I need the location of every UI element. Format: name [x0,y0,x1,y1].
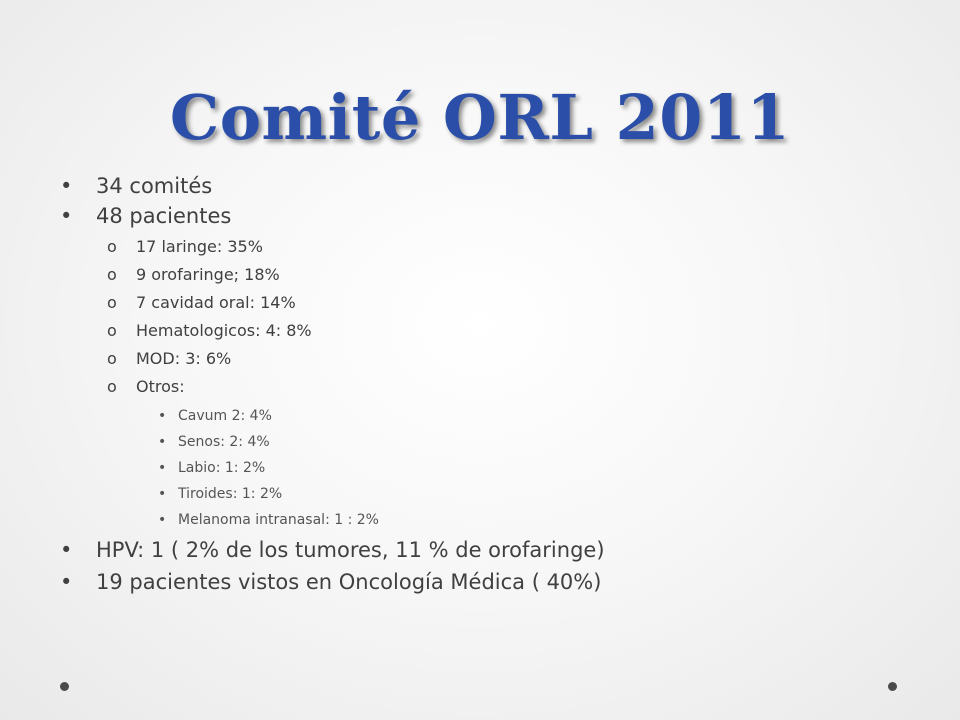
sub-sub-bullet-marker: • [158,512,167,528]
bullet-item-comites: 34 comités [96,174,213,198]
sub-sub-item-senos: Senos: 2: 4% [178,434,270,450]
sub-sub-bullet-marker: • [158,408,167,424]
sub-sub-item-labio: Labio: 1: 2% [178,460,266,476]
bullet-item-oncologia: 19 pacientes vistos en Oncología Médica ( 40%) [96,570,602,594]
bullet-marker: • [60,204,73,228]
sub-bullet-marker: o [107,321,117,340]
decorative-dot-left [60,682,69,691]
sub-sub-item-tiroides: Tiroides: 1: 2% [178,486,283,502]
sub-bullet-marker: o [107,377,117,396]
sub-item-laringe: 17 laringe: 35% [136,237,263,256]
sub-sub-bullet-marker: • [158,434,167,450]
bullet-marker: • [60,570,73,594]
bullet-item-hpv: HPV: 1 ( 2% de los tumores, 11 % de orofaringe) [96,538,605,562]
sub-bullet-marker: o [107,237,117,256]
sub-item-otros: Otros: [136,377,185,396]
decorative-dot-right [888,682,897,691]
sub-bullet-marker: o [107,265,117,284]
bullet-marker: • [60,538,73,562]
sub-sub-bullet-marker: • [158,460,167,476]
sub-bullet-marker: o [107,293,117,312]
bullet-marker: • [60,174,73,198]
sub-sub-bullet-marker: • [158,486,167,502]
sub-item-mod: MOD: 3: 6% [136,349,232,368]
sub-item-cavidad-oral: 7 cavidad oral: 14% [136,293,296,312]
sub-sub-item-melanoma: Melanoma intranasal: 1 : 2% [178,512,379,528]
sub-bullet-marker: o [107,349,117,368]
sub-item-hematologicos: Hematologicos: 4: 8% [136,321,312,340]
sub-sub-item-cavum: Cavum 2: 4% [178,408,272,424]
bullet-item-pacientes: 48 pacientes [96,204,232,228]
sub-item-orofaringe: 9 orofaringe; 18% [136,265,280,284]
slide-title: Comité ORL 2011 [169,81,791,154]
